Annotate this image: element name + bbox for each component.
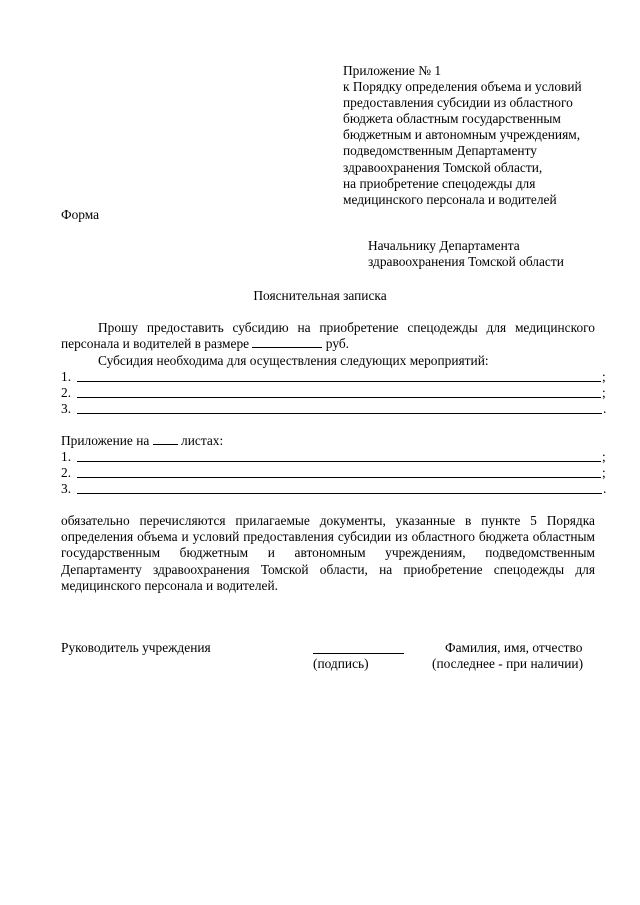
item-punctuation: ; [602,449,606,464]
item-number: 1. [61,449,72,464]
item-number: 3. [61,481,72,496]
attachments-label [61,433,223,449]
appendix-line: здравоохранения Томской области, [343,159,543,175]
item-number: 2. [61,465,72,480]
head-label: Руководитель учреждения [61,640,211,655]
request-paragraph [61,320,595,352]
attachment-item [61,465,606,481]
signature-field[interactable] [313,653,404,654]
document-title: Пояснительная записка [253,288,387,303]
appendix-line: на приобретение спецодежды для [343,175,536,191]
addressee-line-1: Начальнику Департамента [368,238,520,253]
attachment-item [61,449,606,465]
item-punctuation: ; [602,369,606,384]
item-number: 3. [61,401,72,416]
amount-field[interactable] [252,336,322,348]
appendix-header [343,63,623,208]
form-label: Форма [61,207,100,222]
request-text: Прошу предоставить субсидию на приобретение спецодежды для медицинского персонала и водителей в размере [61,320,595,352]
measure-item [61,385,606,401]
attachment-field[interactable] [77,493,602,494]
measure-field[interactable] [77,381,601,382]
appendix-line: подведомственным Департаменту [343,143,537,159]
attachments-label-before: Приложение на [61,433,150,448]
item-number: 2. [61,385,72,400]
item-punctuation: ; [602,465,606,480]
appendix-line: Приложение № 1 [343,63,442,78]
appendix-line: медицинского персонала и водителей [343,191,557,207]
appendix-line: бюджетным и автономным учреждениям, [343,127,581,143]
measure-item [61,369,606,385]
measure-field[interactable] [77,397,601,398]
currency-label: руб. [325,336,349,352]
sheet-count-field[interactable] [153,433,178,445]
signature-caption: (подпись) [313,656,369,671]
item-number: 1. [61,369,72,384]
measure-field[interactable] [77,413,602,414]
measures-intro: Субсидия необходима для осуществления следующих мероприятий: [98,353,489,368]
attachment-field[interactable] [77,461,601,462]
item-punctuation: ; [602,385,606,400]
full-name-label: Фамилия, имя, отчество [445,640,583,655]
addressee-block [368,238,564,270]
addressee-line-2: здравоохранения Томской области [368,254,564,270]
item-punctuation: . [603,481,607,496]
appendix-line: бюджета областным государственным [343,111,561,127]
appendix-line: к Порядку определения объема и условий [343,79,582,95]
measure-item [61,401,607,417]
appendix-line: предоставления субсидии из областного [343,95,573,111]
attachments-label-after: листах: [181,433,224,448]
attachment-item [61,481,607,497]
attachments-note: обязательно перечисляются прилагаемые документы, указанные в пункте 5 Порядка определения объема и условий предоставления субсидии из областного бюджета областным государственным бюджетным и автономным учреждениям, подведомственным Департаменту здравоохранения Томской области, на приобретение спецодежды для медицинского персонала и водителей. [61,513,595,593]
attachment-field[interactable] [77,477,601,478]
item-punctuation: . [603,401,607,416]
full-name-caption: (последнее - при наличии) [432,656,584,671]
